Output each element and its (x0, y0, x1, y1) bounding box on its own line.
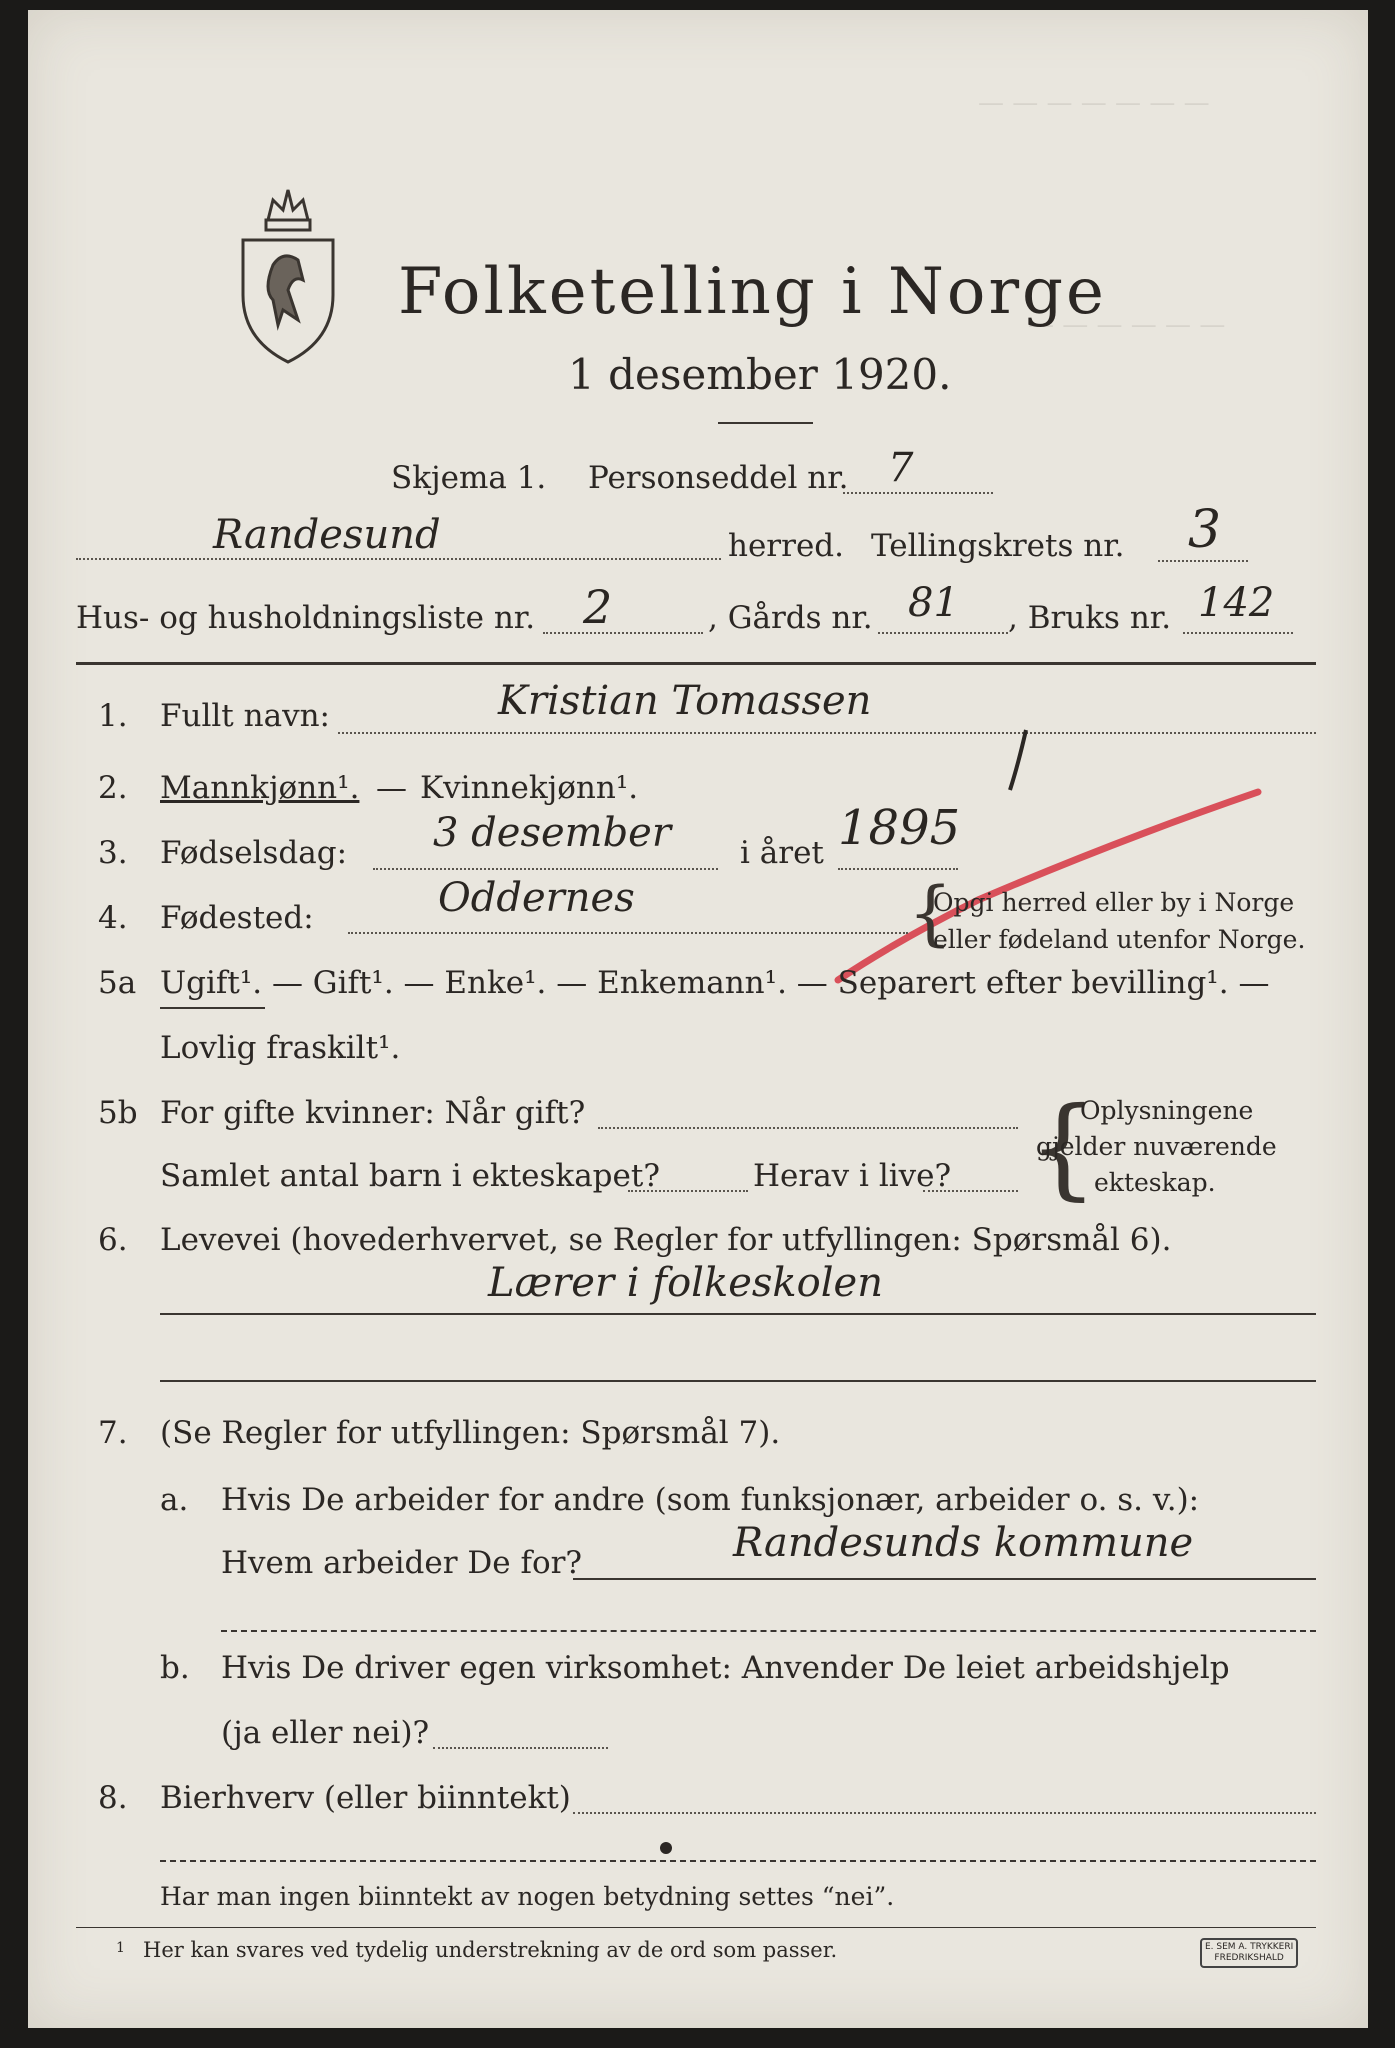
coat-of-arms-icon (228, 180, 348, 370)
q7b-number: b. (160, 1650, 190, 1686)
schema-label: Skjema 1. (391, 460, 547, 496)
header-separator (76, 662, 1316, 665)
census-date: 1 desember 1920. (568, 350, 952, 399)
ink-dot (660, 1842, 672, 1854)
herred-field-line (76, 558, 721, 560)
year-label: i året (740, 835, 824, 871)
husliste-value[interactable]: 2 (583, 580, 613, 634)
employer-field-line-2 (221, 1630, 1316, 1632)
personseddel-label: Personseddel nr. (588, 460, 849, 496)
full-name-field-line (338, 732, 1316, 734)
marriage-note-brace: { (1028, 1083, 1098, 1211)
bruks-value[interactable]: 142 (1198, 580, 1275, 626)
hired-help-field-line (433, 1747, 608, 1749)
full-name-value[interactable]: Kristian Tomassen (498, 678, 872, 724)
children-total-label: Samlet antal barn i ekteskapet? (160, 1158, 660, 1194)
q1-number: 1. (98, 698, 128, 734)
gards-field-line (878, 632, 1008, 634)
q7-label: (Se Regler for utfyllingen: Spørsmål 7). (160, 1415, 781, 1451)
sex-option-male[interactable]: Mannkjønn¹. (160, 770, 360, 806)
marriage-note-line2: gjelder nuværende (1036, 1132, 1277, 1161)
birthday-value[interactable]: 3 desember (433, 810, 671, 856)
married-when-label: For gifte kvinner: Når gift? (160, 1095, 586, 1131)
occupation-field-line-2 (160, 1380, 1316, 1382)
marital-status-options[interactable]: Ugift¹. — Gift¹. — Enke¹. — Enkemann¹. — Separert efter bevilling¹. — (160, 965, 1270, 1001)
children-total-field-line (628, 1190, 748, 1192)
q3-number: 3. (98, 835, 128, 871)
side-income-note: Har man ingen biinntekt av nogen betydning settes “nei”. (160, 1882, 895, 1911)
q7b-question: Hvis De driver egen virksomhet: Anvender De leiet arbeidshjelp (221, 1650, 1230, 1686)
q4-label: Fødested: (160, 900, 314, 936)
sex-option-female[interactable]: Kvinnekjønn¹. (420, 770, 639, 806)
printer-stamp-line2: FREDRIKSHALD (1214, 1953, 1284, 1963)
hired-help-label: (ja eller nei)? (221, 1715, 430, 1751)
gards-label: , Gårds nr. (708, 600, 873, 636)
q3-label: Fødselsdag: (160, 835, 348, 871)
q4-number: 4. (98, 900, 128, 936)
husliste-label: Hus- og husholdningsliste nr. (76, 600, 536, 636)
bruks-label: , Bruks nr. (1008, 600, 1172, 636)
occupation-field-line (160, 1313, 1316, 1315)
birthplace-value[interactable]: Oddernes (438, 875, 635, 921)
ugift-underline (160, 1007, 265, 1009)
marriage-note-line1: Oplysningene (1080, 1096, 1254, 1125)
bleed-through-text: — — — — — — — (978, 88, 1210, 118)
birth-year-value[interactable]: 1895 (838, 800, 961, 856)
printer-stamp-line1: E. SEM A. TRYKKERI (1205, 1942, 1294, 1952)
birthday-field-line (373, 868, 718, 870)
q2-number: 2. (98, 770, 128, 806)
tellingskrets-value[interactable]: 3 (1188, 500, 1222, 560)
personseddel-value[interactable]: 7 (888, 445, 914, 491)
side-income-field-line (573, 1812, 1316, 1814)
title-divider (718, 422, 813, 424)
employer-field-line (573, 1578, 1316, 1580)
footnote-text: Her kan svares ved tydelig understrekning av de ord som passer. (143, 1938, 838, 1962)
birthplace-note-line2: eller fødeland utenfor Norge. (933, 925, 1306, 954)
married-when-field-line (598, 1127, 1018, 1129)
bruks-field-line (1183, 632, 1293, 634)
employer-label: Hvem arbeider De for? (221, 1545, 583, 1581)
herred-value[interactable]: Randesund (213, 512, 441, 558)
children-alive-label: Herav i live? (753, 1158, 952, 1194)
marriage-note-line3: ekteskap. (1094, 1168, 1216, 1197)
personseddel-field-line (843, 492, 993, 494)
tellingskrets-field-line (1158, 560, 1248, 562)
birthplace-note-line1: Opgi herred eller by i Norge (933, 888, 1295, 917)
q5a-number: 5a (98, 965, 137, 1001)
side-income-field-line-2 (160, 1860, 1316, 1862)
tellingskrets-label: Tellingskrets nr. (871, 528, 1125, 564)
q6-number: 6. (98, 1222, 128, 1258)
employer-value[interactable]: Randesunds kommune (733, 1520, 1194, 1566)
q8-number: 8. (98, 1780, 128, 1816)
children-alive-field-line (923, 1190, 1018, 1192)
birthplace-field-line (348, 932, 908, 934)
sex-separator: — (376, 770, 407, 806)
marital-status-divorced[interactable]: Lovlig fraskilt¹. (160, 1030, 401, 1066)
birthplace-note-brace: { (908, 872, 953, 954)
q5b-number: 5b (98, 1095, 138, 1131)
census-form-page (28, 10, 1368, 2028)
printer-stamp (1200, 1938, 1298, 1968)
q7a-number: a. (160, 1482, 189, 1518)
husliste-field-line (543, 632, 703, 634)
q7-number: 7. (98, 1415, 128, 1451)
form-title: Folketelling i Norge (398, 255, 1107, 329)
occupation-value[interactable]: Lærer i folkeskolen (488, 1260, 883, 1306)
footnote-separator (76, 1927, 1316, 1928)
side-income-label: Bierhverv (eller biinntekt) (160, 1780, 571, 1816)
footnote-mark: 1 (116, 1940, 125, 1956)
q7a-question: Hvis De arbeider for andre (som funksjonær, arbeider o. s. v.): (221, 1482, 1200, 1518)
herred-label: herred. (728, 528, 844, 564)
red-pencil-stroke (818, 780, 1268, 990)
gards-value[interactable]: 81 (908, 580, 959, 626)
q1-label: Fullt navn: (160, 698, 330, 734)
occupation-label: Levevei (hovederhvervet, se Regler for utfyllingen: Spørsmål 6). (160, 1222, 1172, 1258)
bleed-through-text: — — — — — — (1028, 310, 1226, 340)
